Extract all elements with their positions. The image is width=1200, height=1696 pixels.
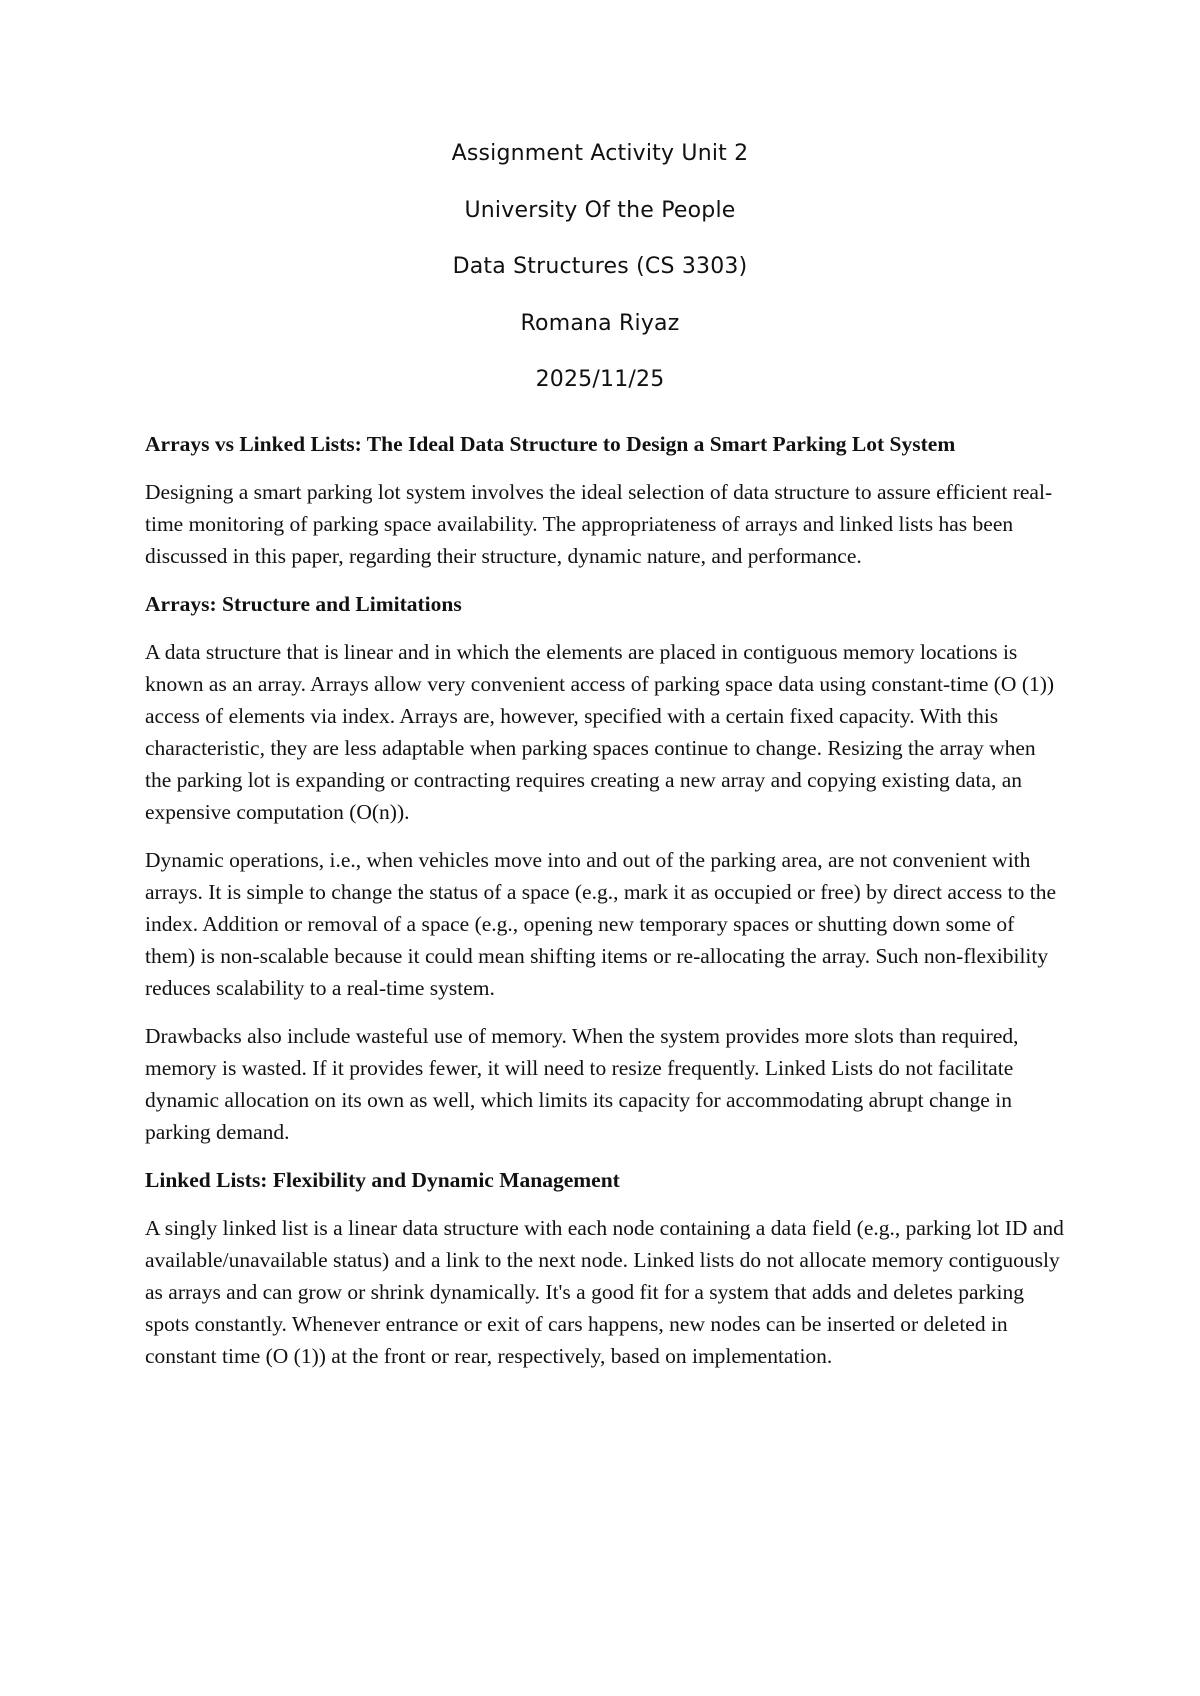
linked-lists-paragraph-1: A singly linked list is a linear data structure with each node containing a data field (e.g., parking lot ID and available/unavailable status) and a link to the next node. Linked lists do not allocate memory contiguously as arrays and can grow or shrink dynamically. It's a good fit for a system that adds and deletes parking spots constantly. Whenever entrance or exit of cars happens, new nodes can be inserted or deleted in constant time (O (1)) at the front or rear, respectively, based on implementation. [145, 1216, 1064, 1368]
main-heading: Arrays vs Linked Lists: The Ideal Data Structure to Design a Smart Parking Lot System [145, 432, 956, 456]
university-name: University Of the People [464, 197, 736, 223]
title-block [0, 141, 1200, 424]
arrays-paragraph-2: Dynamic operations, i.e., when vehicles move into and out of the parking area, are not convenient with arrays. It is simple to change the status of a space (e.g., mark it as occupied or free) by direct access to the index. Addition or removal of a space (e.g., opening new temporary spaces or shutting down some of them) is non-scalable because it could mean shifting items or re-allocating the array. Such non-flexibility reduces scalability to a real-time system. [145, 848, 1057, 1000]
document-date: 2025/11/25 [535, 367, 665, 392]
assignment-title: Assignment Activity Unit 2 [451, 141, 749, 166]
document-body [145, 428, 1065, 1388]
linked-lists-heading: Linked Lists: Flexibility and Dynamic Management [145, 1168, 620, 1192]
intro-paragraph: Designing a smart parking lot system involves the ideal selection of data structure to assure efficient real-time monitoring of parking space availability. The appropriateness of arrays and linked lists has been discussed in this paper, regarding their structure, dynamic nature, and performance. [145, 480, 1053, 568]
course-name: Data Structures (CS 3303) [452, 254, 748, 279]
arrays-heading: Arrays: Structure and Limitations [145, 592, 462, 616]
arrays-paragraph-3: Drawbacks also include wasteful use of memory. When the system provides more slots than required, memory is wasted. If it provides fewer, it will need to resize frequently. Linked Lists do not facilitate dynamic allocation on its own as well, which limits its capacity for accommodating abrupt change in parking demand. [145, 1024, 1019, 1144]
arrays-paragraph-1: A data structure that is linear and in which the elements are placed in contiguous memory locations is known as an array. Arrays allow very convenient access of parking space data using constant-time (O (1)) access of elements via index. Arrays are, however, specified with a certain fixed capacity. With this characteristic, they are less adaptable when parking spaces continue to change. Resizing the array when the parking lot is expanding or contracting requires creating a new array and copying existing data, an expensive computation (O(n)). [145, 640, 1055, 824]
author-name: Romana Riyaz [520, 310, 680, 336]
